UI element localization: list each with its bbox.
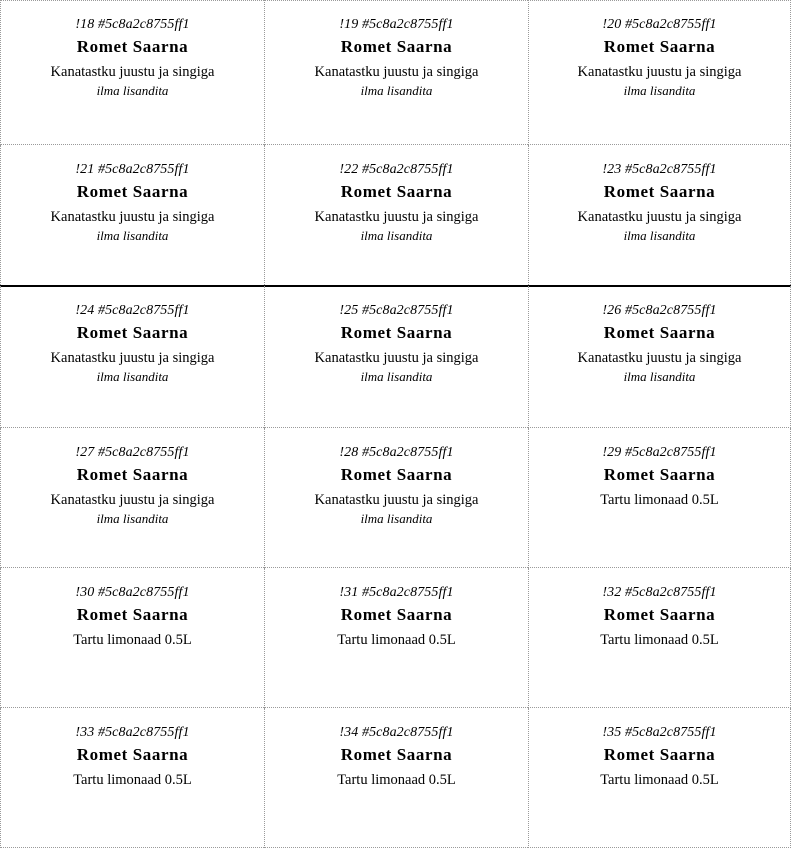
customer-name: Romet Saarna	[76, 323, 189, 342]
product-note: ilma lisandita	[360, 83, 433, 98]
product-name: Tartu limonaad 0.5L	[600, 632, 719, 648]
order-code: !20 #5c8a2c8755ff1	[602, 17, 717, 32]
label-card	[264, 145, 528, 285]
label-grid	[0, 0, 791, 285]
order-code: !33 #5c8a2c8755ff1	[75, 725, 190, 740]
label-card	[0, 145, 264, 285]
order-code: !25 #5c8a2c8755ff1	[339, 303, 454, 318]
product-note: ilma lisandita	[360, 228, 433, 243]
product-name: Kanatastku juustu ja singiga	[577, 350, 742, 366]
product-name: Tartu limonaad 0.5L	[73, 632, 192, 648]
order-code: !21 #5c8a2c8755ff1	[75, 162, 190, 177]
label-card	[264, 568, 528, 708]
customer-name: Romet Saarna	[340, 605, 453, 624]
product-note: ilma lisandita	[96, 228, 169, 243]
label-page-2	[0, 286, 797, 851]
label-card	[528, 428, 791, 568]
customer-name: Romet Saarna	[603, 465, 716, 484]
customer-name: Romet Saarna	[603, 605, 716, 624]
product-note: ilma lisandita	[360, 369, 433, 384]
order-code: !29 #5c8a2c8755ff1	[602, 445, 717, 460]
customer-name: Romet Saarna	[340, 465, 453, 484]
label-grid	[0, 286, 791, 848]
label-card	[528, 708, 791, 848]
order-code: !19 #5c8a2c8755ff1	[339, 17, 454, 32]
product-name: Kanatastku juustu ja singiga	[314, 492, 479, 508]
label-card	[264, 286, 528, 428]
product-name: Kanatastku juustu ja singiga	[577, 209, 742, 225]
product-name: Kanatastku juustu ja singiga	[314, 350, 479, 366]
label-card	[264, 708, 528, 848]
product-note: ilma lisandita	[623, 369, 696, 384]
customer-name: Romet Saarna	[340, 323, 453, 342]
order-code: !34 #5c8a2c8755ff1	[339, 725, 454, 740]
product-name: Tartu limonaad 0.5L	[600, 772, 719, 788]
order-code: !28 #5c8a2c8755ff1	[339, 445, 454, 460]
customer-name: Romet Saarna	[76, 605, 189, 624]
product-name: Kanatastku juustu ja singiga	[50, 350, 215, 366]
order-code: !26 #5c8a2c8755ff1	[602, 303, 717, 318]
product-note: ilma lisandita	[96, 83, 169, 98]
label-card	[0, 286, 264, 428]
order-code: !35 #5c8a2c8755ff1	[602, 725, 717, 740]
customer-name: Romet Saarna	[603, 745, 716, 764]
order-code: !24 #5c8a2c8755ff1	[75, 303, 190, 318]
label-card	[528, 145, 791, 285]
customer-name: Romet Saarna	[76, 37, 189, 56]
customer-name: Romet Saarna	[340, 37, 453, 56]
customer-name: Romet Saarna	[76, 465, 189, 484]
product-note: ilma lisandita	[623, 228, 696, 243]
order-code: !32 #5c8a2c8755ff1	[602, 585, 717, 600]
product-name: Tartu limonaad 0.5L	[337, 632, 456, 648]
product-name: Kanatastku juustu ja singiga	[50, 64, 215, 80]
label-card	[0, 568, 264, 708]
customer-name: Romet Saarna	[340, 182, 453, 201]
label-card	[528, 0, 791, 145]
product-name: Tartu limonaad 0.5L	[600, 492, 719, 508]
product-name: Kanatastku juustu ja singiga	[50, 492, 215, 508]
order-code: !18 #5c8a2c8755ff1	[75, 17, 190, 32]
label-card	[0, 708, 264, 848]
customer-name: Romet Saarna	[76, 745, 189, 764]
customer-name: Romet Saarna	[603, 323, 716, 342]
customer-name: Romet Saarna	[340, 745, 453, 764]
order-code: !30 #5c8a2c8755ff1	[75, 585, 190, 600]
label-card	[528, 286, 791, 428]
order-code: !22 #5c8a2c8755ff1	[339, 162, 454, 177]
product-note: ilma lisandita	[360, 511, 433, 526]
customer-name: Romet Saarna	[603, 182, 716, 201]
label-card	[264, 428, 528, 568]
product-name: Kanatastku juustu ja singiga	[314, 64, 479, 80]
label-card	[0, 428, 264, 568]
product-name: Tartu limonaad 0.5L	[73, 772, 192, 788]
customer-name: Romet Saarna	[603, 37, 716, 56]
customer-name: Romet Saarna	[76, 182, 189, 201]
product-name: Tartu limonaad 0.5L	[337, 772, 456, 788]
product-note: ilma lisandita	[96, 369, 169, 384]
order-code: !31 #5c8a2c8755ff1	[339, 585, 454, 600]
product-name: Kanatastku juustu ja singiga	[314, 209, 479, 225]
label-page-1	[0, 0, 797, 286]
label-card	[264, 0, 528, 145]
product-name: Kanatastku juustu ja singiga	[577, 64, 742, 80]
product-name: Kanatastku juustu ja singiga	[50, 209, 215, 225]
order-code: !27 #5c8a2c8755ff1	[75, 445, 190, 460]
label-card	[528, 568, 791, 708]
product-note: ilma lisandita	[96, 511, 169, 526]
product-note: ilma lisandita	[623, 83, 696, 98]
label-card	[0, 0, 264, 145]
order-code: !23 #5c8a2c8755ff1	[602, 162, 717, 177]
